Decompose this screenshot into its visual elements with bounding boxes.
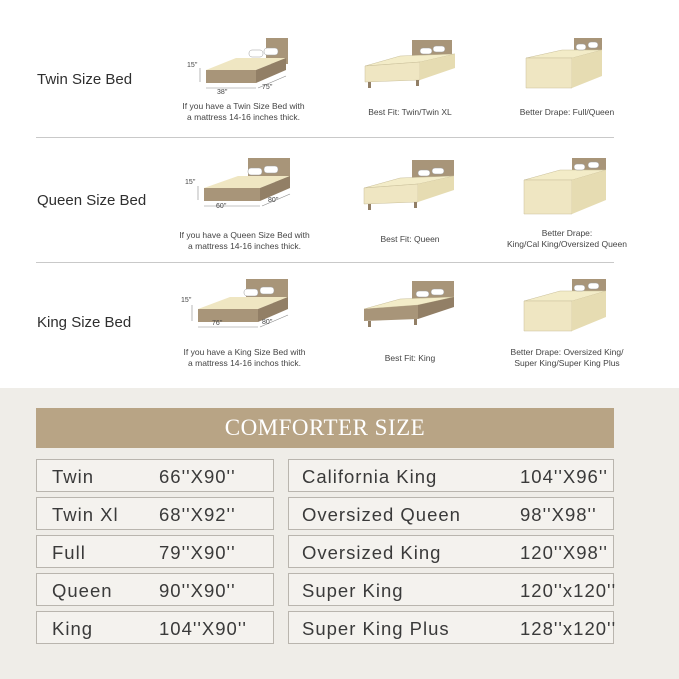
bed-better-drape-illustration [522, 277, 612, 343]
size-name: Twin [52, 466, 95, 487]
width-dim: 60'' [216, 203, 227, 210]
row-label: Twin Size Bed [37, 71, 133, 88]
size-name: Twin Xl [52, 504, 119, 525]
table-row [288, 573, 617, 606]
size-value: 120''x120'' [520, 580, 617, 601]
table-row [36, 535, 274, 568]
caption-better-drape: Better Drape: Full/Queen [519, 107, 615, 117]
size-name: King [52, 618, 94, 639]
caption-best-fit: Best Fit: Queen [380, 234, 440, 244]
size-value: 90''X90'' [159, 580, 236, 601]
size-table-right [288, 459, 617, 649]
caption-mattress: If you have a Queen Size Bed with a mattress 14-16 inches thick. [179, 230, 310, 251]
bed-row-king [0, 263, 679, 388]
size-table-left [36, 459, 274, 649]
bed-best-fit-illustration [360, 279, 460, 339]
bed-row-queen [0, 138, 679, 263]
caption-better-drape: Better Drape: King/Cal King/Oversized Queen [506, 228, 627, 249]
table-row [36, 611, 274, 644]
size-name: Super King [302, 580, 404, 601]
caption-best-fit: Best Fit: Twin/Twin XL [368, 107, 452, 117]
size-value: 128''x120'' [520, 618, 617, 639]
table-row [288, 497, 614, 530]
table-row [36, 573, 274, 606]
bed-best-fit-illustration [360, 38, 460, 98]
bed-row-twin [0, 12, 679, 137]
width-dim: 38'' [217, 89, 228, 96]
bed-better-drape-illustration [522, 156, 612, 222]
row-label: King Size Bed [37, 314, 132, 331]
size-name: Oversized King [302, 542, 442, 563]
height-dim: 15'' [185, 179, 196, 186]
comforter-size-banner: COMFORTER SIZE [36, 408, 614, 448]
length-dim: 80'' [268, 197, 279, 204]
size-value: 120''X98'' [520, 542, 608, 563]
length-dim: 80'' [262, 319, 273, 326]
table-row [36, 459, 274, 492]
caption-mattress: If you have a King Size Bed with a mattress 14-16 inchos thick. [183, 347, 306, 368]
size-name: California King [302, 466, 438, 487]
size-value: 79''X90'' [159, 542, 236, 563]
table-row [36, 497, 274, 530]
table-row [288, 459, 614, 492]
row-label: Queen Size Bed [37, 192, 147, 209]
size-value: 98''X98'' [520, 504, 597, 525]
size-name: Queen [52, 580, 113, 601]
size-name: Full [52, 542, 86, 563]
size-value: 66''X90'' [159, 466, 236, 487]
size-value: 104''X90'' [159, 618, 247, 639]
bed-better-drape-illustration [522, 36, 612, 96]
caption-better-drape: Better Drape: Oversized King/ Super King/Super King Plus [510, 347, 624, 368]
caption-mattress: If you have a Twin Size Bed with a mattress 14-16 inches thick. [182, 101, 305, 122]
length-dim: 75'' [262, 84, 273, 91]
size-value: 68''X92'' [159, 504, 236, 525]
caption-best-fit: Best Fit: King [384, 353, 436, 363]
height-dim: 15'' [181, 297, 192, 304]
table-row [288, 535, 614, 568]
table-row [288, 611, 617, 644]
bed-dimension-illustration [190, 156, 300, 226]
bed-dimension-illustration [186, 38, 296, 108]
size-value: 104''X96'' [520, 466, 608, 487]
size-name: Oversized Queen [302, 504, 461, 525]
size-name: Super King Plus [302, 618, 450, 639]
bed-dimension-illustration [188, 277, 298, 347]
width-dim: 76'' [212, 320, 223, 327]
height-dim: 15'' [187, 62, 198, 69]
bed-best-fit-illustration [360, 158, 460, 218]
